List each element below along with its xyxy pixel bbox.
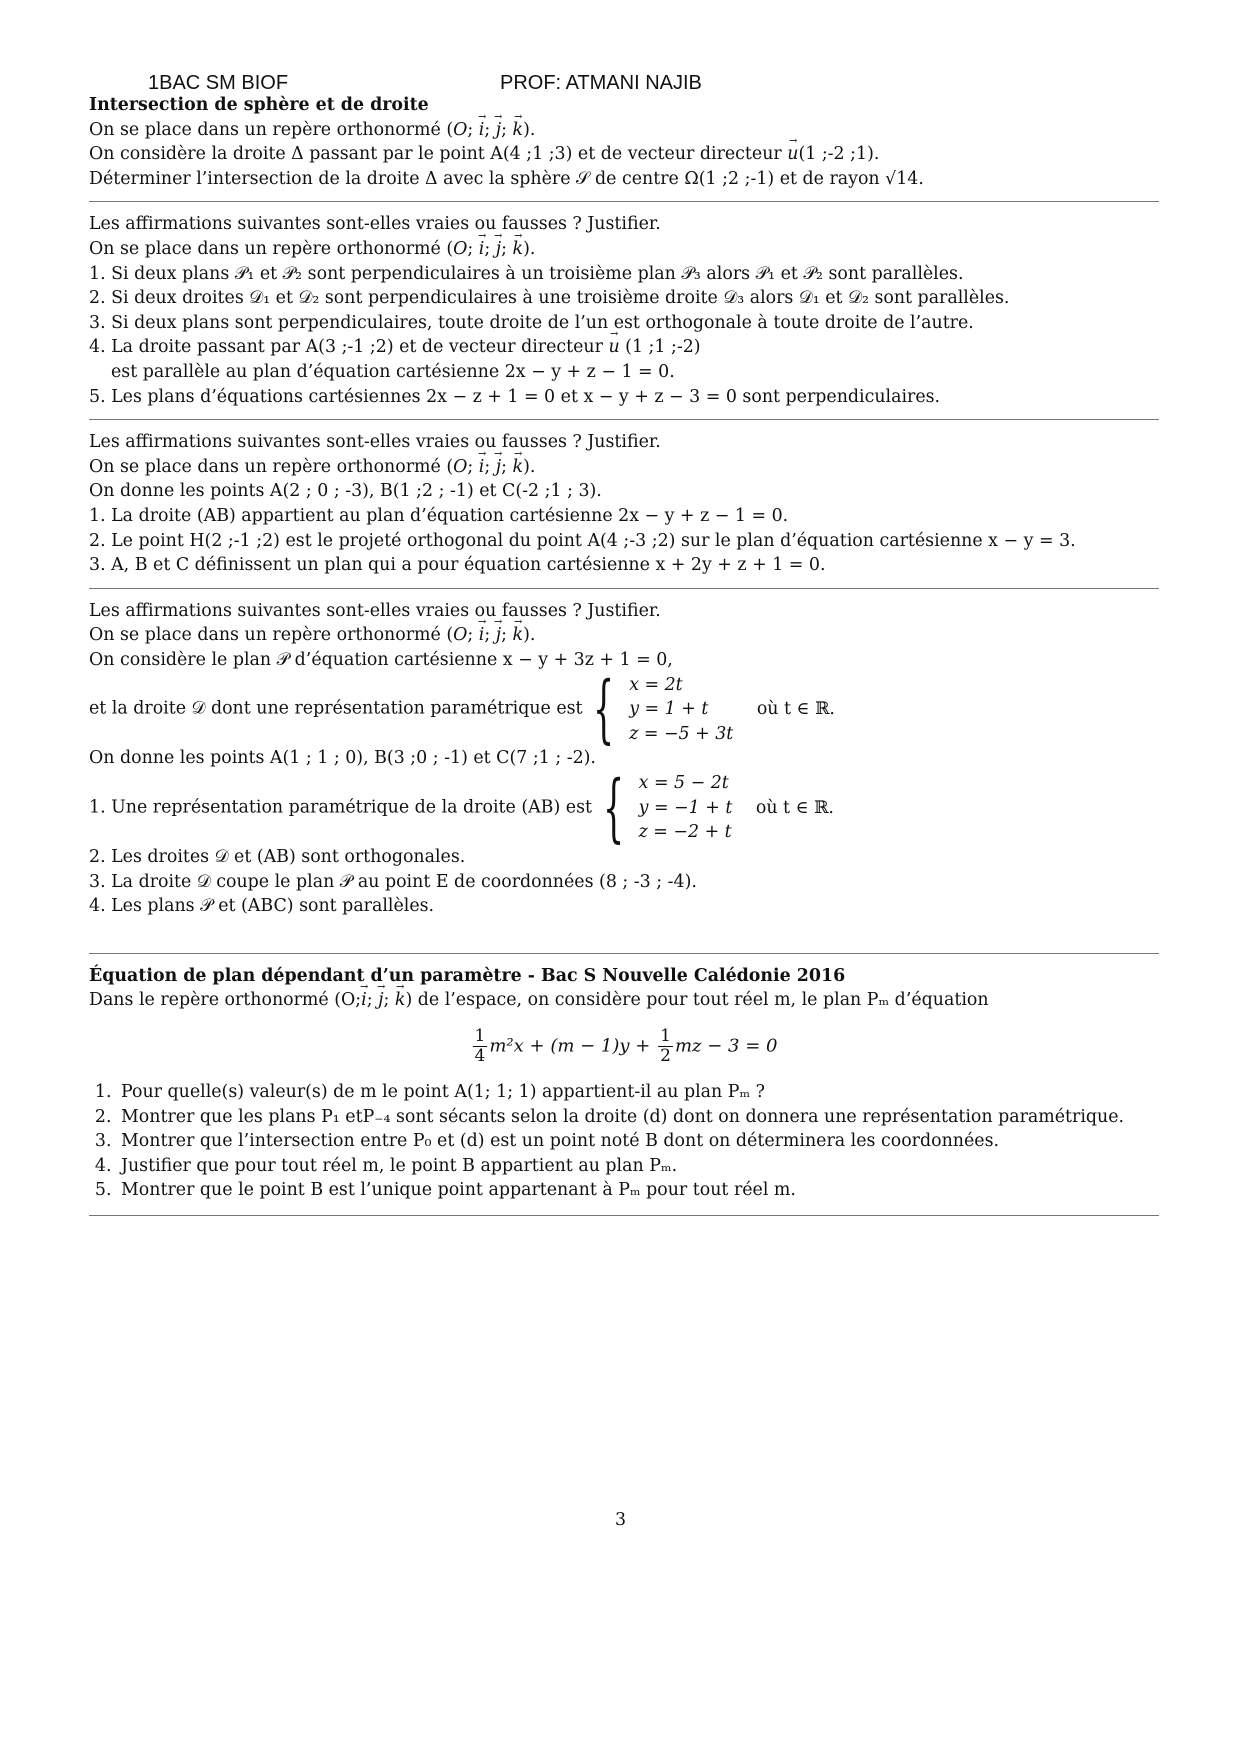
question-line: Déterminer l’intersection de la droite Δ avec la sphère 𝒮 de centre Ω(1 ;2 ;-1) et de rayon √14.	[89, 168, 924, 189]
exercise-3	[89, 430, 1159, 578]
divider	[89, 953, 1159, 954]
exercise-2	[89, 212, 1159, 409]
list-item: 5. Montrer que le point B est l’unique point appartenant à Pₘ pour tout réel m.	[117, 1178, 1159, 1203]
exercise-intro: Les affirmations suivantes sont-elles vraies ou fausses ? Justifier.	[89, 214, 661, 235]
list-item: 2. Montrer que les plans P₁ etP₋₄ sont sécants selon la droite (d) dont on donnera une représentation paramétrique.	[117, 1105, 1159, 1130]
exercise-5	[89, 964, 1159, 1203]
statement-item: 4. La droite passant par A(3 ;-1 ;2) et de vecteur directeur → u (1 ;1 ;-2)	[89, 335, 1159, 360]
header-teacher: PROF: ATMANI NAJIB	[500, 72, 702, 94]
plane-equation: $\frac{1}{4}$ m²x + (m − 1)y + $\frac{1}{2}$ mz − 3 = 0	[474, 1026, 778, 1067]
divider	[89, 419, 1159, 420]
document-body	[89, 93, 1159, 1226]
exercise-intro: Dans le repère orthonormé (O;→ i; → j; → k) de l’espace, on considère pour tout réel m, le plan Pₘ d’équation	[89, 988, 1159, 1013]
list-item: 1. Pour quelle(s) valeur(s) de m le point A(1; 1; 1) appartient-il au plan Pₘ ?	[117, 1080, 1159, 1105]
exercise-intro: Les affirmations suivantes sont-elles vraies ou fausses ? Justifier.	[89, 432, 661, 453]
exercise-title: Intersection de sphère et de droite	[89, 95, 429, 115]
statement-item: 4. Les plans 𝒫 et (ABC) sont parallèles.	[89, 896, 435, 917]
statement-item-continued: est parallèle au plan d’équation cartésienne 2x − y + z − 1 = 0.	[111, 361, 675, 382]
frame-line: On se place dans un repère orthonormé (O; → i; → j; → k).	[89, 455, 1159, 480]
statement-item: 2. Le point H(2 ;-1 ;2) est le projeté orthogonal du point A(4 ;-3 ;2) sur le plan d’équation cartésienne x − y = 3.	[89, 530, 1076, 551]
exercise-title: Équation de plan dépendant d’un paramètre - Bac S Nouvelle Calédonie 2016	[89, 965, 846, 986]
statement-item: 3. A, B et C définissent un plan qui a pour équation cartésienne x + 2y + z + 1 = 0.	[89, 555, 826, 576]
exercise-intro: Les affirmations suivantes sont-elles vraies ou fausses ? Justifier.	[89, 600, 661, 621]
exercise-1	[89, 93, 1159, 191]
statement-item: 5. Les plans d’équations cartésiennes 2x − z + 1 = 0 et x − y + z − 3 = 0 sont perpendiculaires.	[89, 386, 941, 407]
statement-item: 3. Si deux plans sont perpendiculaires, toute droite de l’un est orthogonale à toute droite de l’autre.	[89, 312, 974, 333]
exercise-4	[89, 599, 1159, 919]
page-number: 3	[614, 1510, 627, 1530]
question-list	[89, 1080, 1159, 1203]
statement-item: 2. Si deux droites 𝒟₁ et 𝒟₂ sont perpendiculaires à une troisième droite 𝒟₃ alors 𝒟₁ et 𝒟₂ sont parallèles.	[89, 288, 1010, 309]
parametric-system-line: 1. Une représentation paramétrique de la droite (AB) est { x = 5 − 2t y = −1 + t z = −2 + t où t ∈ ℝ.	[89, 765, 834, 852]
statement-item: 3. La droite 𝒟 coupe le plan 𝒫 au point E de coordonnées (8 ; -3 ; -4).	[89, 871, 697, 892]
divider	[89, 588, 1159, 589]
statement-item: 1. Si deux plans 𝒫₁ et 𝒫₂ sont perpendiculaires à un troisième plan 𝒫₃ alors 𝒫₁ et 𝒫₂ sont parallèles.	[89, 263, 964, 284]
parametric-system: { x = 5 − 2t y = −1 + t z = −2 + t	[602, 765, 733, 852]
points-line: On donne les points A(2 ; 0 ; -3), B(1 ;2 ; -1) et C(-2 ;1 ; 3).	[89, 481, 602, 502]
parametric-system: { x = 2t y = 1 + t z = −5 + 3t	[593, 666, 734, 753]
parametric-system-line: et la droite 𝒟 dont une représentation paramétrique est { x = 2t y = 1 + t z = −5 + 3t où t ∈ ℝ.	[89, 666, 835, 753]
divider	[89, 201, 1159, 202]
frame-line: On se place dans un repère orthonormé (O; → i; → j; → k).	[89, 237, 1159, 262]
points-line: On donne les points A(1 ; 1 ; 0), B(3 ;0 ; -1) et C(7 ;1 ; -2).	[89, 748, 596, 769]
list-item: 4. Justifier que pour tout réel m, le point B appartient au plan Pₘ.	[117, 1154, 1159, 1179]
statement-line: On considère la droite Δ passant par le point A(4 ;1 ;3) et de vecteur directeur → u(1 ;-2 ;1).	[89, 142, 1159, 167]
header-class: 1BAC SM BIOF	[148, 72, 289, 94]
frame-line: On se place dans un repère orthonormé (O; → i; → j; → k).	[89, 623, 1159, 648]
frame-line: On se place dans un repère orthonormé (O; → i; → j; → k).	[89, 118, 1159, 143]
list-item: 3. Montrer que l’intersection entre P₀ et (d) est un point noté B dont on déterminera les coordonnées.	[117, 1129, 1159, 1154]
plane-line: On considère le plan 𝒫 d’équation cartésienne x − y + 3z + 1 = 0,	[89, 649, 673, 670]
statement-item: 2. Les droites 𝒟 et (AB) sont orthogonales.	[89, 847, 466, 868]
divider	[89, 1215, 1159, 1216]
statement-item: 1. La droite (AB) appartient au plan d’équation cartésienne 2x − y + z − 1 = 0.	[89, 505, 789, 526]
